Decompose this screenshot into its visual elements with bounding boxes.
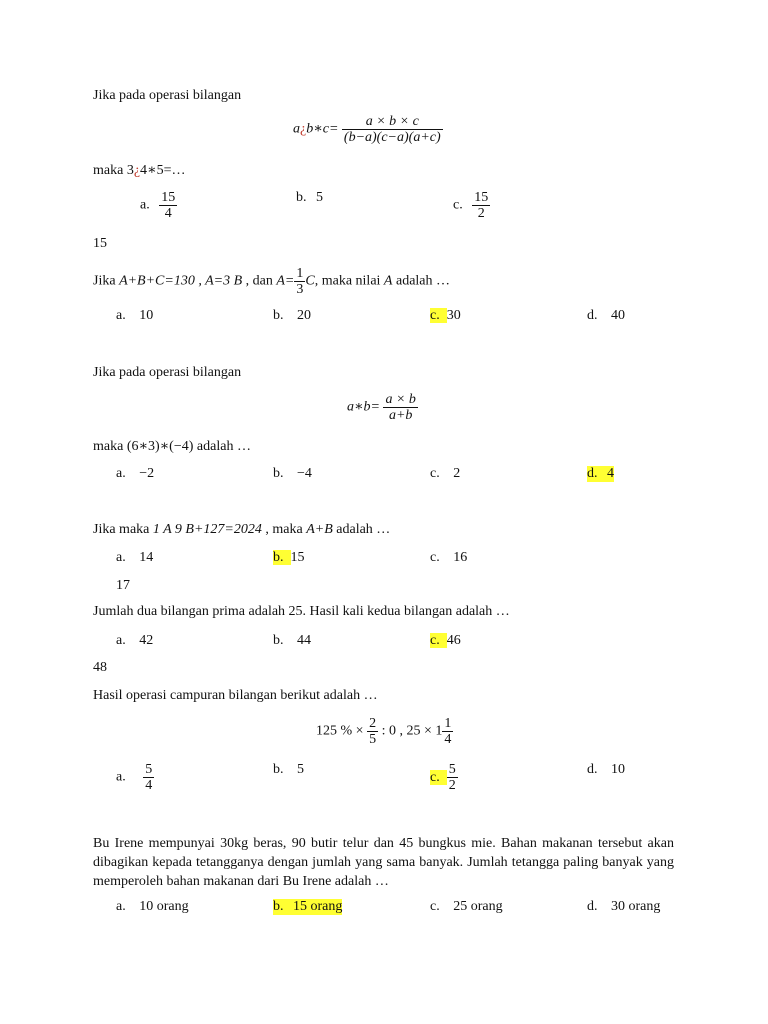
q1-formula-numerator: a × b × c xyxy=(342,114,443,130)
q6-option-d[interactable] xyxy=(587,762,625,778)
option-value: 30 orang xyxy=(611,899,661,914)
q5-option-c[interactable] xyxy=(430,633,461,649)
q3-option-b[interactable] xyxy=(273,466,312,482)
option-label: b. xyxy=(273,466,284,481)
option-label: a. xyxy=(116,466,126,481)
q6-expr-b: : 0 , 25 × 1 xyxy=(381,723,443,739)
q1-question-rest: 4∗5=… xyxy=(140,163,186,178)
option-label: a. xyxy=(116,899,126,914)
q4-text-end: adalah … xyxy=(332,522,391,537)
option-label: c. xyxy=(430,550,440,565)
option-value: 5 xyxy=(316,190,323,205)
q7-option-a[interactable] xyxy=(116,899,189,915)
fraction-numerator: 2 xyxy=(369,716,377,731)
option-label-highlighted xyxy=(430,308,447,323)
q1-formula-denominator: (b−a)(c−a)(a+c) xyxy=(343,130,441,145)
q1-question-symbol: ¿ xyxy=(133,163,141,178)
fraction-denominator: 5 xyxy=(369,732,377,747)
option-label: c. xyxy=(430,308,440,323)
option-label: b. xyxy=(273,550,284,565)
q7-option-b[interactable] xyxy=(273,899,342,915)
option-value: −2 xyxy=(139,466,155,481)
option-value: 10 xyxy=(139,308,154,323)
q1-option-b[interactable] xyxy=(296,190,323,206)
q6-expression xyxy=(316,716,453,747)
option-value: 25 orang xyxy=(453,899,503,914)
q1-option-c[interactable] xyxy=(453,190,490,221)
option-label: b. xyxy=(273,762,284,777)
option-value: −4 xyxy=(297,466,312,481)
q4-question xyxy=(93,522,390,538)
q2-text-prefix: Jika xyxy=(93,273,120,289)
option-value: 15 xyxy=(290,550,305,565)
option-label: a. xyxy=(116,633,126,648)
fraction-numerator: a × b xyxy=(385,392,416,407)
option-label: c. xyxy=(453,197,463,213)
q1-option-a-fraction xyxy=(159,190,177,221)
q3-question xyxy=(93,438,251,455)
option-value: 15 orang xyxy=(293,899,343,914)
fraction-numerator: 15 xyxy=(161,190,176,205)
q2-var-c: C xyxy=(305,273,315,289)
option-value: 2 xyxy=(453,466,461,481)
q6-option-c-fraction xyxy=(447,762,458,793)
q1-intro: Jika pada operasi bilangan xyxy=(93,88,242,103)
option-value: 10 orang xyxy=(139,899,189,914)
q4-text-prefix: Jika maka xyxy=(93,522,153,537)
q2-equation: A+B+C=130 , A=3 B xyxy=(119,273,243,289)
fraction-denominator: 2 xyxy=(448,778,456,793)
fraction-numerator: 1 xyxy=(296,266,304,281)
q7-question: Bu Irene mempunyai 30kg beras, 90 butir telur dan 45 bungkus mie. Bahan makanan tersebut akan dibagikan kepada tetangganya dengan jumlah yang sama banyak. Jumlah tetangga paling banyak yang memperoleh bahan makanan dari Bu Irene adalah … xyxy=(93,836,674,889)
option-value: 42 xyxy=(139,633,154,648)
q1-formula-a: a xyxy=(293,121,300,137)
q4-expression: 1 A 9 B+127=2024 xyxy=(152,522,262,537)
q2-option-c[interactable] xyxy=(430,308,461,324)
q4-expression-2: A+B xyxy=(306,522,333,537)
option-label: b. xyxy=(273,899,284,914)
option-value: 14 xyxy=(139,550,154,565)
option-label: a. xyxy=(116,308,126,323)
q1-formula-rest: b∗c= xyxy=(306,121,339,137)
option-value: 46 xyxy=(446,633,461,648)
option-value: 10 xyxy=(611,762,625,777)
option-label: c. xyxy=(430,633,440,648)
q6-fraction-1 xyxy=(367,716,378,747)
option-label: b. xyxy=(273,633,284,648)
option-value: 44 xyxy=(297,633,311,648)
q1-option-d-value[interactable]: 15 xyxy=(93,236,107,251)
fraction-denominator: 3 xyxy=(296,282,304,297)
q2-option-b[interactable] xyxy=(273,308,311,324)
option-value: 16 xyxy=(453,550,468,565)
option-label: c. xyxy=(430,899,440,914)
q2-var-a: A xyxy=(383,273,393,289)
option-value: 40 xyxy=(611,308,625,323)
q3-option-a[interactable] xyxy=(116,466,154,482)
q1-formula-fraction xyxy=(342,114,443,145)
q4-option-a[interactable] xyxy=(116,550,153,566)
q2-equation-2: A= xyxy=(276,273,295,289)
fraction-numerator: 5 xyxy=(448,762,456,777)
fraction-denominator: 4 xyxy=(164,206,172,221)
q1-formula-symbol: ¿ xyxy=(300,121,307,137)
option-label: b. xyxy=(273,308,284,323)
option-label: a. xyxy=(116,550,126,565)
option-value: 20 xyxy=(297,308,311,323)
q7-option-c[interactable] xyxy=(430,899,503,915)
q7-option-d[interactable] xyxy=(587,899,660,915)
option-label: d. xyxy=(587,308,598,323)
q2-text-suffix: , maka nilai xyxy=(314,273,384,289)
q6-expr-a: 125 % × xyxy=(316,723,364,739)
q5-question: Jumlah dua bilangan prima adalah 25. Hasil kali kedua bilangan adalah … xyxy=(93,604,510,619)
q6-fraction-2 xyxy=(442,716,453,747)
q6-option-a[interactable] xyxy=(116,762,154,793)
q3-option-c[interactable] xyxy=(430,466,460,482)
option-value: 30 xyxy=(446,308,461,323)
q1-option-a[interactable] xyxy=(140,190,177,221)
fraction-denominator: 2 xyxy=(477,206,485,221)
option-label: d. xyxy=(587,899,598,914)
q2-fraction xyxy=(294,266,305,297)
q4-option-b[interactable] xyxy=(273,550,305,566)
q5-option-a[interactable] xyxy=(116,633,153,649)
q3-intro: Jika pada operasi bilangan xyxy=(93,365,242,380)
q2-text-end: adalah … xyxy=(392,273,451,289)
q1-option-c-fraction xyxy=(472,190,490,221)
option-value: 5 xyxy=(297,762,304,777)
q3-formula-lhs: a∗b= xyxy=(347,399,380,415)
option-label-highlighted xyxy=(430,770,447,785)
q2-text-mid: , dan xyxy=(242,273,277,289)
q2-option-d[interactable] xyxy=(587,308,625,324)
fraction-denominator: a+b xyxy=(388,408,413,423)
q1-formula xyxy=(293,114,443,145)
q1-question-prefix: maka 3 xyxy=(93,163,134,178)
q4-option-c[interactable] xyxy=(430,550,467,566)
option-label: a. xyxy=(140,197,150,213)
q3-ask-expr: (6∗3)∗(−4) xyxy=(126,439,194,454)
fraction-denominator: 4 xyxy=(145,778,153,793)
q6-option-c[interactable] xyxy=(430,762,458,793)
q1-question xyxy=(93,162,185,179)
q5-option-d-value[interactable]: 48 xyxy=(93,660,107,675)
q2-question xyxy=(93,266,450,297)
option-label: c. xyxy=(430,466,440,481)
option-label: d. xyxy=(587,466,598,481)
q4-option-d-value[interactable]: 17 xyxy=(116,578,130,593)
fraction-numerator: 5 xyxy=(145,762,153,777)
option-label: a. xyxy=(116,769,126,785)
option-label: b. xyxy=(296,190,307,205)
q6-question: Hasil operasi campuran bilangan berikut adalah … xyxy=(93,688,378,703)
fraction-numerator: 1 xyxy=(444,716,452,731)
option-label-highlighted xyxy=(430,633,447,648)
q3-option-d[interactable] xyxy=(587,466,614,482)
q3-ask-suffix: adalah … xyxy=(193,439,251,454)
q3-ask-prefix: maka xyxy=(93,439,127,454)
option-label: d. xyxy=(587,762,598,777)
fraction-denominator: 4 xyxy=(444,732,452,747)
q6-option-b[interactable] xyxy=(273,762,304,778)
q3-formula-fraction xyxy=(383,392,417,423)
option-label: c. xyxy=(430,769,440,785)
q4-text-mid: , maka xyxy=(261,522,307,537)
fraction-numerator: 15 xyxy=(474,190,489,205)
q2-option-a[interactable] xyxy=(116,308,153,324)
q3-formula xyxy=(347,392,418,423)
q5-option-b[interactable] xyxy=(273,633,311,649)
option-label-highlighted xyxy=(273,550,291,565)
option-value: 4 xyxy=(607,466,614,481)
q6-option-a-fraction xyxy=(143,762,154,793)
